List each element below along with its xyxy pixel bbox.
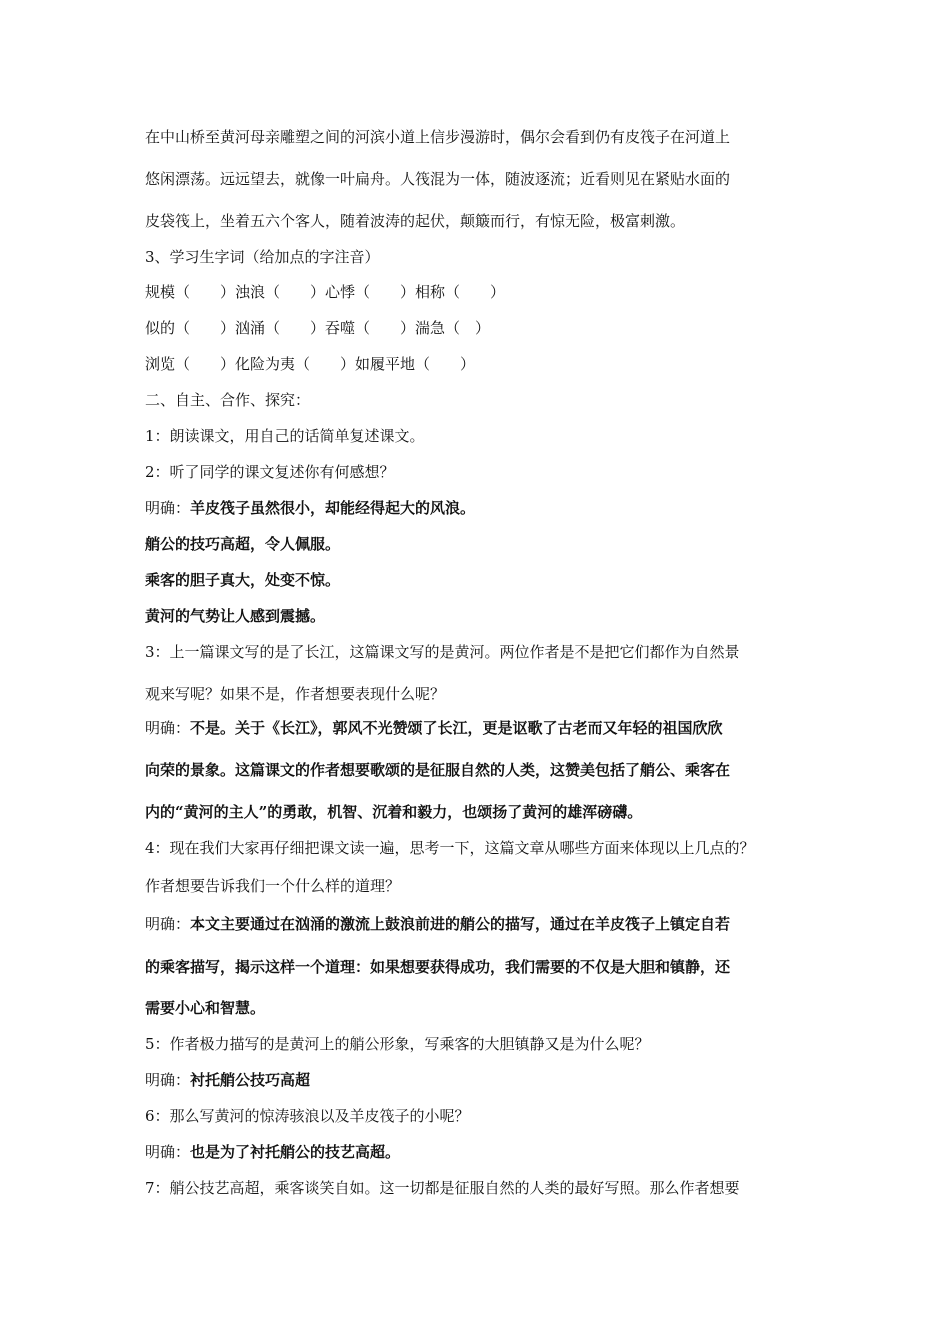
answer-line	[145, 718, 723, 738]
question: 7：艄公技艺高超，乘客谈笑自如。这一切都是征服自然的人类的最好写照。那么作者想要	[145, 1179, 740, 1197]
question: 5：作者极力描写的是黄河上的艄公形象，写乘客的大胆镇静又是为什么呢？	[145, 1035, 650, 1053]
question: 3：上一篇课文写的是了长江，这篇课文写的是黄河。两位作者是不是把它们都作为自然景	[145, 643, 740, 661]
section-heading: 二、自主、合作、探究：	[145, 391, 311, 409]
answer-line	[145, 1070, 310, 1090]
answer-text: 羊皮筏子虽然很小，却能经得起大的风浪。	[190, 499, 476, 517]
question: 2：听了同学的课文复述你有何感想？	[145, 463, 395, 481]
answer-prefix: 明确：	[145, 499, 191, 517]
paragraph-line: 在中山桥至黄河母亲雕塑之间的河滨小道上信步漫游时，偶尔会看到仍有皮筏子在河道上	[145, 128, 731, 146]
question: 6：那么写黄河的惊涛骇浪以及羊皮筏子的小呢？	[145, 1107, 470, 1125]
section-heading: 3、学习生字词（给加点的字注音）	[145, 248, 380, 266]
answer-line: 内的“黄河的主人”的勇敢，机智、沉着和毅力，也颂扬了黄河的雄浑磅礴。	[145, 803, 643, 821]
answer-line: 的乘客描写，揭示这样一个道理：如果想要获得成功，我们需要的不仅是大胆和镇静，还	[145, 958, 731, 976]
vocab-row: 规模（ ）浊浪（ ）心悸（ ）相称（ ）	[145, 283, 506, 301]
answer-text: 衬托艄公技巧高超	[190, 1071, 311, 1089]
paragraph-line: 皮袋筏上，坐着五六个客人，随着波涛的起伏，颠簸而行，有惊无险，极富刺激。	[145, 212, 686, 230]
question: 观来写呢？如果不是，作者想要表现什么呢？	[145, 685, 446, 703]
answer-line: 艄公的技巧高超，令人佩服。	[145, 535, 341, 553]
paragraph-line: 悠闲漂荡。远远望去，就像一叶扁舟。人筏混为一体，随波逐流；近看则见在紧贴水面的	[145, 170, 731, 188]
question: 1：朗读课文，用自己的话简单复述课文。	[145, 427, 425, 445]
answer-line: 乘客的胆子真大，处变不惊。	[145, 571, 341, 589]
answer-prefix: 明确：	[145, 719, 191, 737]
vocab-row: 浏览（ ）化险为夷（ ）如履平地（ ）	[145, 355, 476, 373]
answer-line	[145, 498, 475, 518]
answer-text: 不是。关于《长江》，郭风不光赞颂了长江，更是讴歌了古老而又年轻的祖国欣欣	[190, 719, 723, 737]
question: 作者想要告诉我们一个什么样的道理？	[145, 877, 401, 895]
answer-prefix: 明确：	[145, 1071, 191, 1089]
answer-line	[145, 914, 730, 934]
vocab-row: 似的（ ）汹涌（ ）吞噬（ ）湍急（ ）	[145, 319, 491, 337]
answer-line: 向荣的景象。这篇课文的作者想要歌颂的是征服自然的人类，这赞美包括了艄公、乘客在	[145, 761, 731, 779]
question: 4：现在我们大家再仔细把课文读一遍，思考一下，这篇文章从哪些方面来体现以上几点的？	[145, 839, 755, 857]
answer-line	[145, 1142, 400, 1162]
answer-prefix: 明确：	[145, 1143, 191, 1161]
answer-prefix: 明确：	[145, 915, 191, 933]
answer-line: 黄河的气势让人感到震撼。	[145, 607, 326, 625]
answer-line: 需要小心和智慧。	[145, 999, 266, 1017]
answer-text: 本文主要通过在汹涌的激流上鼓浪前进的艄公的描写，通过在羊皮筏子上镇定自若	[190, 915, 731, 933]
answer-text: 也是为了衬托艄公的技艺高超。	[190, 1143, 401, 1161]
